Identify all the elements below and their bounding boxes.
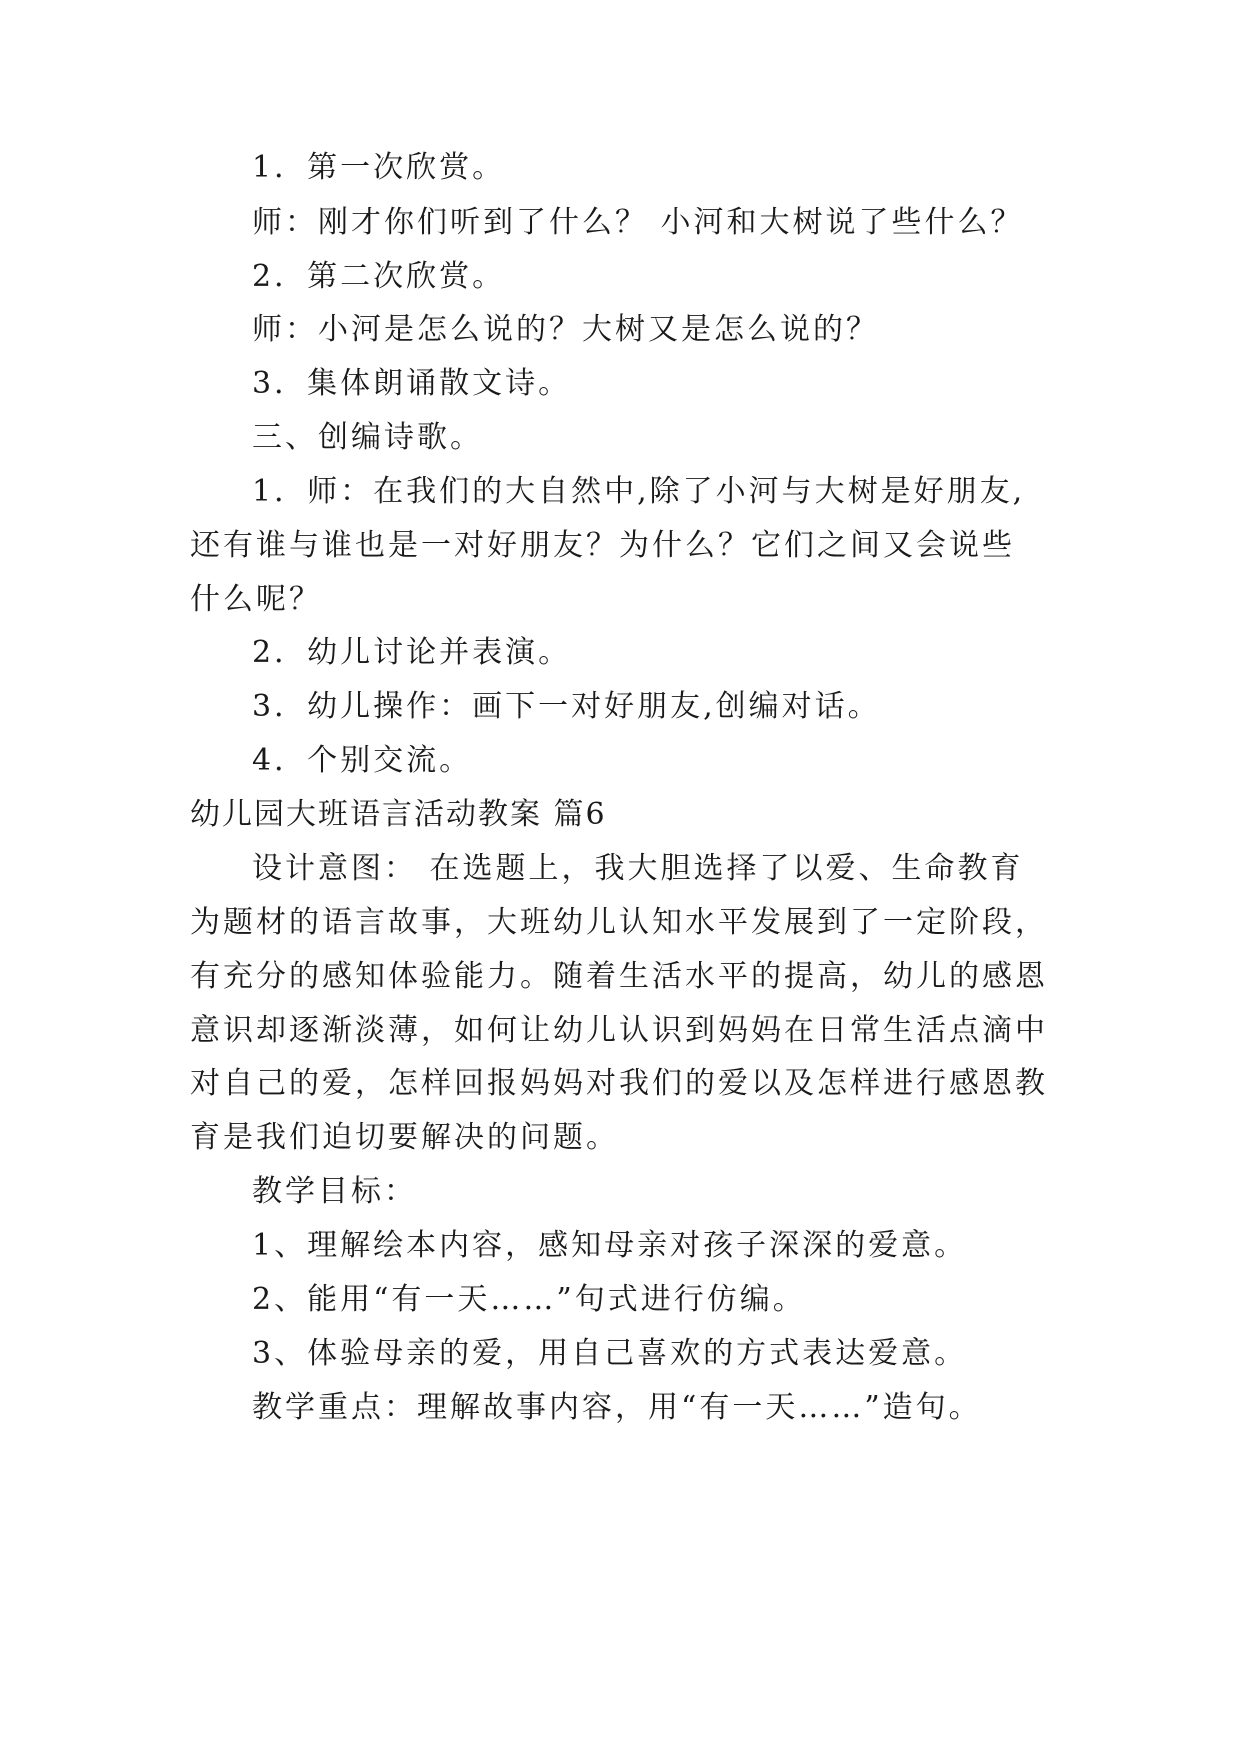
goal-item-2: 2、能用“有一天……”句式进行仿编。: [252, 1282, 806, 1317]
step-discuss-perform: 2．幼儿讨论并表演。: [252, 635, 572, 670]
step-first-listening: 1．第一次欣赏。: [252, 150, 506, 185]
paragraph-line: 有充分的感知体验能力。随着生活水平的提高，幼儿的感恩: [190, 959, 1048, 994]
paragraph-line: 对自己的爱，怎样回报妈妈对我们的爱以及怎样进行感恩教: [190, 1066, 1048, 1101]
step-group-recitation: 3．集体朗诵散文诗。: [252, 366, 572, 401]
paragraph-line: 设计意图： 在选题上，我大胆选择了以爱、生命教育: [252, 851, 1024, 886]
section-create-poem: 三、创编诗歌。: [252, 420, 483, 455]
lesson-plan-heading: 幼儿园大班语言活动教案 篇6: [190, 797, 607, 832]
paragraph-line: 什么呢？: [190, 582, 322, 617]
step-child-operation: 3．幼儿操作：画下一对好朋友,创编对话。: [252, 689, 881, 724]
teaching-goals-title: 教学目标：: [252, 1174, 417, 1209]
paragraph-line: 为题材的语言故事，大班幼儿认知水平发展到了一定阶段，: [190, 905, 1048, 940]
paragraph-line: 1．师：在我们的大自然中,除了小河与大树是好朋友,: [252, 474, 1026, 509]
paragraph-line: 还有谁与谁也是一对好朋友？为什么？它们之间又会说些: [190, 528, 1015, 563]
teacher-question-1: 师：刚才你们听到了什么？ 小河和大树说了些什么？: [252, 205, 1024, 240]
teacher-question-2: 师：小河是怎么说的？大树又是怎么说的？: [252, 312, 879, 347]
goal-item-3: 3、体验母亲的爱，用自己喜欢的方式表达爱意。: [252, 1336, 968, 1371]
teaching-focus: 教学重点：理解故事内容，用“有一天……”造句。: [252, 1390, 982, 1425]
goal-item-1: 1、理解绘本内容，感知母亲对孩子深深的爱意。: [252, 1228, 968, 1263]
paragraph-line: 意识却逐渐淡薄，如何让幼儿认识到妈妈在日常生活点滴中: [190, 1013, 1048, 1048]
step-second-listening: 2．第二次欣赏。: [252, 259, 506, 294]
paragraph-line: 育是我们迫切要解决的问题。: [190, 1120, 619, 1155]
step-individual-exchange: 4．个别交流。: [252, 743, 473, 778]
